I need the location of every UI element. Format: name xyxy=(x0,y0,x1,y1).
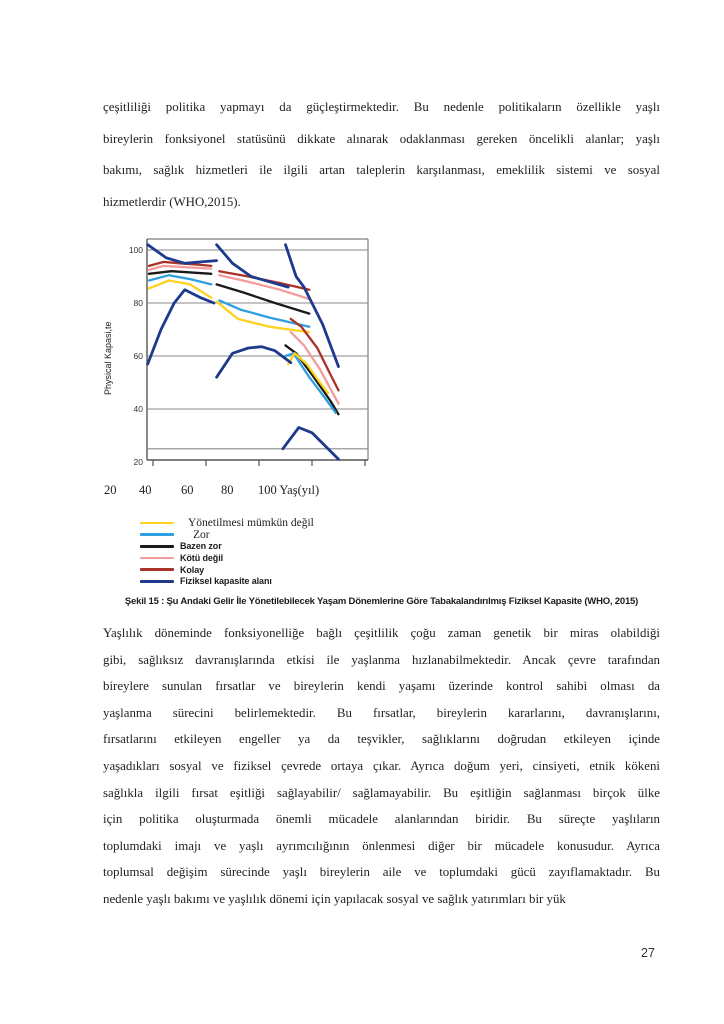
navy-line-swatch xyxy=(140,580,174,583)
x-axis-label-row xyxy=(100,483,420,499)
legend-item-yonetilmesi-mumkun-degil xyxy=(140,517,440,529)
text-line: gibi, sağlıksız davranışlarında etkisi ile yaşlanma hızlanabilmektedir. Ancak çevre tarafından xyxy=(103,652,660,667)
legend-label: Kolay xyxy=(180,564,205,575)
legend-label: Fiziksel kapasite alanı xyxy=(180,576,272,587)
series-fiziksel-kapasite-alan-st-s-n-r-d-nem-2 xyxy=(217,245,289,287)
text-line: bireylere sunulan fırsatlar ve bireylerin kendi yaşamı üzerinde kontrol sahibi olması da xyxy=(103,679,660,694)
x-tick-label: 60 xyxy=(181,483,194,497)
text-line: bireylerin fonksiyonel statüsünü dikkate alınarak odaklanması gereken öncelikli alanlar; yaşlı xyxy=(103,131,660,146)
text-line: hizmetlerdir (WHO,2015). xyxy=(103,194,241,209)
chart-series-layer xyxy=(148,245,339,460)
text-line: fırsatlarını etkileyen engeller ya da teşvikler, sağlıklarını doğrudan etkileyen içinde xyxy=(103,732,660,747)
text-line: toplumdaki imajı ve yaşlı ayrımcılığının önlenmesi diğer bir mücadele konusudur. Ayrıca xyxy=(103,838,660,853)
figure-chart-area xyxy=(100,237,395,471)
capacity-chart xyxy=(100,237,395,471)
series-fiziksel-kapasite-alan-alt-s-n-r-d-nem-1 xyxy=(148,290,214,364)
legend-label: Zor xyxy=(193,528,210,541)
x-tick-label: 40 xyxy=(139,483,152,497)
legend-item-kolay xyxy=(140,564,440,576)
text-line: nedenle yaşlı bakımı ve yaşlılık dönemi için yapılacak sosyal ve sağlık yatırımları bir yük xyxy=(103,891,566,906)
series-bazen-zor-d-nem-1 xyxy=(149,271,211,274)
text-line: toplumsal değişim sürecinde yaşlı bireylerin aile ve toplumdaki gücü zayıflamaktadır. Bu xyxy=(103,865,660,880)
text-line: bakımı, sağlık hizmetleri ile ilgili artan taleplerin karşılanması, emeklilik sistemi ve sosyal xyxy=(103,163,660,177)
legend-item-fiziksel-kapasite-alani xyxy=(140,575,440,587)
series-fiziksel-kapasite-alan-alt-s-n-r-d-nem-3 xyxy=(283,428,339,460)
series-fiziksel-kapasite-alan-alt-s-n-r-d-nem-2 xyxy=(217,347,291,378)
series-fiziksel-kapasite-alan-st-s-n-r-d-nem-3 xyxy=(286,245,339,367)
x-tick-label: 20 xyxy=(104,483,117,497)
svg-text:100: 100 xyxy=(128,245,143,255)
chart-tick-layer xyxy=(153,460,365,466)
pink-line-swatch xyxy=(140,557,174,560)
svg-text:80: 80 xyxy=(133,298,143,308)
legend-item-zor xyxy=(140,529,440,541)
legend-label: Bazen zor xyxy=(180,541,222,552)
chart-ytick-labels xyxy=(129,245,143,467)
legend-label: Kötü değil xyxy=(180,552,223,563)
series-bazen-zor-d-nem-2 xyxy=(217,284,310,313)
legend-item-bazen-zor xyxy=(140,540,440,552)
paragraph-2 xyxy=(103,620,660,913)
text-line: yaşlanma sürecini belirlemektedir. Bu fırsatlar, bireylerin kararlarını, davranışlarını, xyxy=(103,705,660,720)
text-line: yaşadıkları sosyal ve fiziksel çevrede ortaya çıkar. Ayrıca doğum yeri, cinsiyeti, etnik kökeni xyxy=(103,758,660,773)
svg-text:20: 20 xyxy=(133,457,143,467)
text-line: için politika oluşturmada önemli mücadele alanlarından biridir. Bu süreçte yaşlıların xyxy=(103,812,660,827)
series-fiziksel-kapasite-alan-st-s-n-r-d-nem-1 xyxy=(148,245,217,264)
y-axis-title: Physical Kapasi,te xyxy=(103,321,113,395)
red-line-swatch xyxy=(140,568,174,571)
x-tick-label: 80 xyxy=(221,483,234,497)
chart-legend xyxy=(140,517,440,587)
legend-item-kotu-degil xyxy=(140,552,440,564)
text-line: sağlıkla ilgili fırsat eşitliği sağlayabilir/ sağlamayabilir. Bu eşitliğin sağlanması birçok ülke xyxy=(103,785,660,800)
chart-grid-layer xyxy=(147,250,368,449)
text-line: Yaşlılık döneminde fonksiyonelliğe bağlı çeşitlilik çoğu zaman genetik bir miras olabildiği xyxy=(103,626,660,640)
paragraph-1 xyxy=(103,92,660,218)
text-line: çeşitliliği politika yapmayı da güçleştirmektedir. Bu nedenle politikaların özellikle yaşlı xyxy=(103,100,660,114)
page-number: 27 xyxy=(641,946,655,960)
blue-line-swatch xyxy=(140,533,174,536)
yellow-line-swatch xyxy=(140,522,174,525)
svg-text:40: 40 xyxy=(133,404,143,414)
x-axis-title: 100 Yaş(yıl) xyxy=(258,483,320,497)
black-line-swatch xyxy=(140,545,174,548)
series-k-t-de-il-d-nem-1 xyxy=(149,266,211,270)
figure-caption: Şekil 15 : Şu Andaki Gelir İle Yönetilebilecek Yaşam Dönemlerine Göre Tabakalandırılmış Fiziksel Kapasite (WHO, 2015) xyxy=(124,596,639,607)
svg-text:60: 60 xyxy=(133,351,143,361)
legend-label: Yönetilmesi mümkün değil xyxy=(188,516,314,529)
